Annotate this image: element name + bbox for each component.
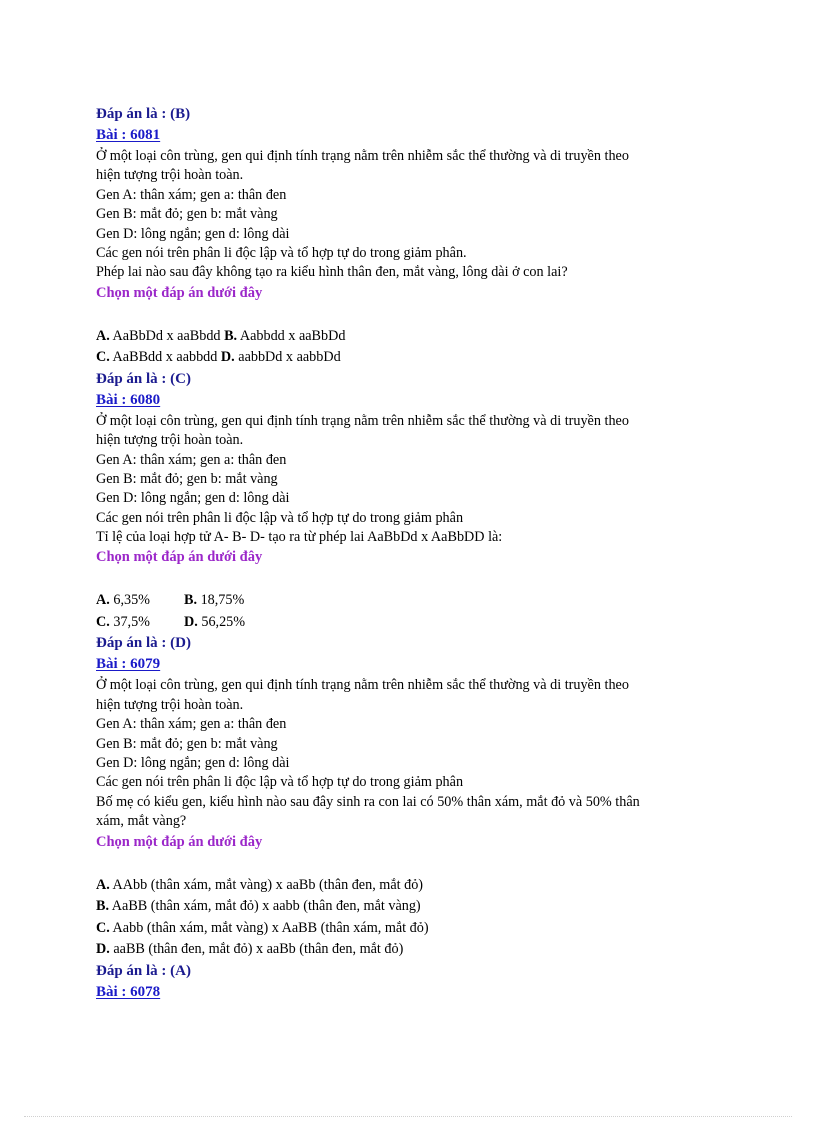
option-text: Aabb (thân xám, mắt vàng) x AaBB (thân xám, mắt đỏ)	[109, 919, 429, 936]
question-stem-line: Gen D: lông ngắn; gen d: lông dài	[96, 490, 290, 507]
options-row	[96, 939, 716, 961]
answer-line: Đáp án là : (B)	[96, 106, 191, 122]
option-letter: D.	[184, 613, 198, 630]
question-stem-line: Gen A: thân xám; gen a: thân đen	[96, 186, 287, 203]
question-title-link[interactable]: Bài : 6078	[96, 983, 161, 1000]
question-stem-line: Các gen nói trên phân li độc lập và tổ hợp tự do trong giảm phân.	[96, 244, 467, 261]
question-title[interactable]	[96, 125, 716, 147]
options-row	[96, 347, 716, 369]
question-stem-line: hiện tượng trội hoàn toàn.	[96, 432, 244, 449]
question-6078	[96, 982, 716, 1004]
question-title[interactable]	[96, 654, 716, 676]
option-letter: B.	[184, 592, 198, 609]
option-text: AaBBdd x aabbdd	[109, 349, 221, 366]
question-title-link[interactable]: Bài : 6081	[96, 127, 161, 143]
question-stem-line: Ở một loại côn trùng, gen qui định tính trạng nằm trên nhiễm sắc thể thường và di truyền theo	[96, 677, 629, 694]
option-cell	[96, 612, 184, 634]
question-stem-line: Gen B: mắt đỏ; gen b: mắt vàng	[96, 206, 278, 223]
question-stem-line: Gen B: mắt đỏ; gen b: mắt vàng	[96, 470, 278, 487]
option-text: 18,75%	[197, 592, 245, 609]
option-letter: C.	[96, 613, 110, 630]
options-row	[96, 326, 716, 348]
option-letter: A.	[96, 327, 110, 344]
option-letter: A.	[96, 592, 110, 609]
options-row	[96, 612, 716, 634]
option-text: 37,5%	[109, 613, 150, 630]
answer-line: Đáp án là : (A)	[96, 962, 192, 979]
answer-line: Đáp án là : (C)	[96, 370, 192, 387]
question-stem-line: Tỉ lệ của loại hợp tử A- B- D- tạo ra từ phép lai AaBbDd x AaBbDD là:	[96, 529, 503, 546]
option-text: AaBB (thân xám, mắt đỏ) x aabb (thân đen, mắt vàng)	[109, 898, 421, 915]
question-stem-line: Gen A: thân xám; gen a: thân đen	[96, 716, 287, 733]
page-bottom-rule	[24, 1116, 792, 1117]
answer-line: Đáp án là : (D)	[96, 635, 192, 652]
option-letter: D.	[96, 941, 110, 958]
option-letter: B.	[224, 327, 238, 344]
option-text: aaBB (thân đen, mắt đỏ) x aaBb (thân đen, mắt đỏ)	[109, 941, 404, 958]
document-page	[96, 104, 716, 1004]
question-6081	[96, 125, 716, 390]
question-stem-line: Phép lai nào sau đây không tạo ra kiểu hình thân đen, mắt vàng, lông dài ở con lai?	[96, 264, 568, 281]
question-stem-line: Bố mẹ có kiểu gen, kiểu hình nào sau đây sinh ra con lai có 50% thân xám, mắt đỏ và 50% thân	[96, 793, 640, 810]
option-text: Aabbdd x aaBbDd	[237, 327, 346, 344]
option-letter: D.	[220, 349, 235, 366]
question-stem-line: Các gen nói trên phân li độc lập và tổ hợp tự do trong giảm phân	[96, 509, 464, 526]
options-row	[96, 875, 716, 897]
choose-prompt: Chọn một đáp án dưới đây	[96, 549, 263, 566]
question-title[interactable]	[96, 982, 716, 1004]
option-letter: C.	[96, 919, 110, 936]
question-stem-line: hiện tượng trội hoàn toàn.	[96, 167, 244, 184]
question-title-link[interactable]: Bài : 6079	[96, 656, 161, 673]
options-row	[96, 896, 716, 918]
option-text: 6,35%	[109, 592, 150, 609]
options-row	[96, 918, 716, 940]
question-6080	[96, 390, 716, 655]
choose-prompt: Chọn một đáp án dưới đây	[96, 284, 263, 301]
question-stem-line: Gen A: thân xám; gen a: thân đen	[96, 451, 287, 468]
question-title[interactable]	[96, 390, 716, 412]
option-text: AaBbDd x aaBbdd	[109, 327, 225, 344]
question-stem-line: Ở một loại côn trùng, gen qui định tính trạng nằm trên nhiễm sắc thể thường và di truyền theo	[96, 412, 629, 429]
question-stem-line: Gen D: lông ngắn; gen d: lông dài	[96, 225, 290, 242]
question-stem-line: Gen B: mắt đỏ; gen b: mắt vàng	[96, 735, 278, 752]
option-letter: A.	[96, 876, 110, 893]
option-text: AAbb (thân xám, mắt vàng) x aaBb (thân đen, mắt đỏ)	[109, 876, 424, 893]
question-stem-line: Gen D: lông ngắn; gen d: lông dài	[96, 755, 290, 772]
options-row	[96, 590, 716, 612]
option-letter: C.	[96, 349, 110, 366]
option-text: 56,25%	[197, 613, 246, 630]
question-stem-line: hiện tượng trội hoàn toàn.	[96, 696, 244, 713]
question-title-link[interactable]: Bài : 6080	[96, 391, 161, 408]
option-cell	[96, 590, 184, 612]
question-stem-line: Ở một loại côn trùng, gen qui định tính trạng nằm trên nhiễm sắc thể thường và di truyền theo	[96, 148, 629, 164]
option-cell	[184, 614, 245, 630]
question-stem-line: xám, mắt vàng?	[96, 813, 187, 830]
option-text: aabbDd x aabbDd	[234, 349, 341, 366]
question-stem-line: Các gen nói trên phân li độc lập và tổ hợp tự do trong giảm phân	[96, 774, 464, 791]
option-cell	[184, 592, 244, 608]
choose-prompt: Chọn một đáp án dưới đây	[96, 833, 263, 850]
option-letter: B.	[96, 898, 110, 915]
question-6079	[96, 654, 716, 981]
